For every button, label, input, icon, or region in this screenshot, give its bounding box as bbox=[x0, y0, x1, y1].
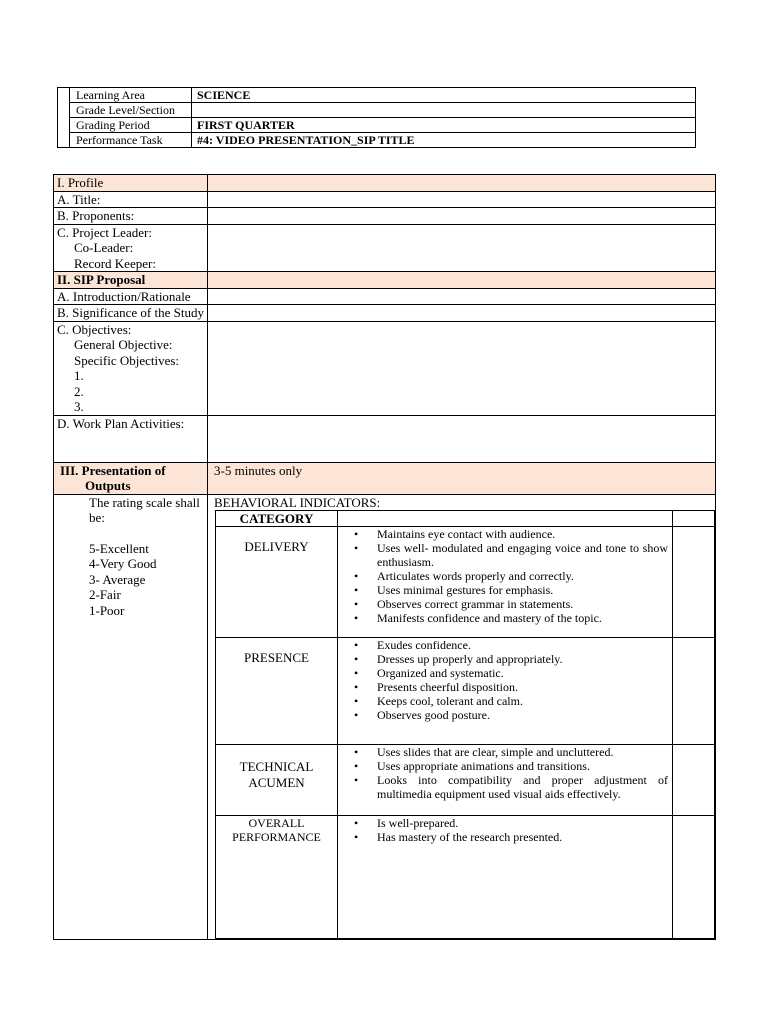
indicator-item: • Uses appropriate animations and transitions. bbox=[377, 759, 668, 773]
behavioral-indicators-label: BEHAVIORAL INDICATORS: bbox=[214, 494, 381, 510]
category-name: OVERALL PERFORMANCE bbox=[216, 816, 338, 939]
co-leader-label: Co-Leader: bbox=[74, 240, 134, 255]
objectives-labels bbox=[54, 321, 208, 415]
indicators-header bbox=[338, 511, 673, 527]
rubric-row-overall-performance bbox=[216, 816, 715, 939]
proponents-field[interactable] bbox=[208, 208, 716, 225]
rubric-table bbox=[215, 510, 715, 939]
profile-heading-row bbox=[54, 175, 716, 192]
indicator-item: • Presents cheerful disposition. bbox=[377, 680, 668, 694]
indicator-item: • Observes correct grammar in statements. bbox=[377, 597, 668, 611]
rubric-header-row bbox=[216, 511, 715, 527]
indicator-item: • Maintains eye contact with audience. bbox=[377, 527, 668, 541]
indicator-item: • Dresses up properly and appropriately. bbox=[377, 652, 668, 666]
category-header: CATEGORY bbox=[216, 511, 338, 527]
score-field[interactable] bbox=[673, 745, 715, 816]
workplan-field[interactable] bbox=[208, 415, 716, 462]
info-row-performance-task bbox=[58, 133, 696, 148]
info-value: SCIENCE bbox=[192, 88, 696, 103]
rating-scale-cell bbox=[54, 494, 208, 940]
proponents-row bbox=[54, 208, 716, 225]
sip-heading-fill bbox=[208, 272, 716, 289]
sip-heading: II. SIP Proposal bbox=[54, 272, 208, 289]
title-label: A. Title: bbox=[54, 191, 208, 208]
intro-row bbox=[54, 288, 716, 305]
intro-label: A. Introduction/Rationale bbox=[54, 288, 208, 305]
objectives-label: C. Objectives: bbox=[57, 321, 132, 337]
leaders-field[interactable] bbox=[208, 224, 716, 272]
info-label: Grading Period bbox=[70, 118, 192, 133]
indicator-list bbox=[342, 638, 668, 722]
significance-label: B. Significance of the Study bbox=[54, 305, 208, 322]
objectives-row bbox=[54, 321, 716, 415]
indicator-list bbox=[342, 745, 668, 801]
info-value bbox=[192, 103, 696, 118]
rating-item: 2-Fair bbox=[89, 587, 121, 602]
indicator-item: • Exudes confidence. bbox=[377, 638, 668, 652]
significance-row bbox=[54, 305, 716, 322]
rubric-row-delivery bbox=[216, 527, 715, 638]
rubric-row-technical-acumen bbox=[216, 745, 715, 816]
info-label: Performance Task bbox=[70, 133, 192, 148]
category-name: PRESENCE bbox=[216, 638, 338, 745]
rating-scale-intro: The rating scale shall be: bbox=[89, 494, 200, 525]
indicator-item: • Looks into compatibility and proper adjustment of multimedia equipment used visual aids effectively. bbox=[377, 773, 668, 801]
info-blank-column bbox=[58, 88, 70, 148]
workplan-row bbox=[54, 415, 716, 462]
info-value: FIRST QUARTER bbox=[192, 118, 696, 133]
score-field[interactable] bbox=[673, 816, 715, 939]
objective-number: 3. bbox=[74, 399, 84, 414]
leaders-labels bbox=[54, 224, 208, 272]
profile-heading: I. Profile bbox=[54, 175, 208, 192]
profile-heading-fill bbox=[208, 175, 716, 192]
indicator-item: • Organized and systematic. bbox=[377, 666, 668, 680]
rubric-row-presence bbox=[216, 638, 715, 745]
rating-item: 3- Average bbox=[89, 571, 146, 587]
indicator-item: • Uses slides that are clear, simple and uncluttered. bbox=[377, 745, 668, 759]
category-indicators bbox=[338, 745, 673, 816]
intro-field[interactable] bbox=[208, 288, 716, 305]
indicator-item: • Articulates words properly and correctly. bbox=[377, 569, 668, 583]
objectives-field[interactable] bbox=[208, 321, 716, 415]
info-label: Grade Level/Section bbox=[70, 103, 192, 118]
indicator-item: • Keeps cool, tolerant and calm. bbox=[377, 694, 668, 708]
specific-objectives-label: Specific Objectives: bbox=[74, 352, 180, 368]
info-row-grade-level bbox=[58, 103, 696, 118]
rubric-row bbox=[54, 494, 716, 940]
category-indicators bbox=[338, 527, 673, 638]
general-objective-label: General Objective: bbox=[74, 337, 173, 352]
objective-number: 2. bbox=[74, 383, 84, 399]
leaders-row bbox=[54, 224, 716, 272]
rating-item: 1-Poor bbox=[89, 602, 125, 618]
title-row bbox=[54, 191, 716, 208]
rating-item: 5-Excellent bbox=[89, 540, 149, 556]
category-name: DELIVERY bbox=[216, 527, 338, 638]
sip-heading-row bbox=[54, 272, 716, 289]
rating-spacer bbox=[57, 526, 204, 541]
category-name: TECHNICAL ACUMEN bbox=[216, 745, 338, 816]
info-row-learning-area bbox=[58, 88, 696, 103]
indicator-item: • Uses well- modulated and engaging voice and tone to show enthusiasm. bbox=[377, 541, 668, 569]
title-field[interactable] bbox=[208, 191, 716, 208]
objective-number: 1. bbox=[74, 368, 84, 383]
presentation-heading: III. Presentation of Outputs bbox=[54, 462, 208, 494]
rating-item: 4-Very Good bbox=[89, 556, 157, 571]
indicator-item: • Is well-prepared. bbox=[377, 816, 668, 830]
presentation-duration: 3-5 minutes only bbox=[208, 462, 716, 494]
indicator-list bbox=[342, 527, 668, 625]
significance-field[interactable] bbox=[208, 305, 716, 322]
indicator-item: • Uses minimal gestures for emphasis. bbox=[377, 583, 668, 597]
info-label: Learning Area bbox=[70, 88, 192, 103]
indicator-item: • Observes good posture. bbox=[377, 708, 668, 722]
main-form-table bbox=[53, 174, 716, 940]
category-indicators bbox=[338, 638, 673, 745]
info-table bbox=[57, 87, 696, 148]
indicator-item: • Has mastery of the research presented. bbox=[377, 830, 668, 844]
score-field[interactable] bbox=[673, 527, 715, 638]
rubric-cell bbox=[208, 494, 716, 940]
info-value: #4: VIDEO PRESENTATION_SIP TITLE bbox=[192, 133, 696, 148]
proponents-label: B. Proponents: bbox=[54, 208, 208, 225]
indicator-item: • Manifests confidence and mastery of the topic. bbox=[377, 611, 668, 625]
score-header bbox=[673, 511, 715, 527]
indicator-list bbox=[342, 816, 668, 844]
record-keeper-label: Record Keeper: bbox=[74, 255, 156, 271]
category-indicators bbox=[338, 816, 673, 939]
score-field[interactable] bbox=[673, 638, 715, 745]
project-leader-label: C. Project Leader: bbox=[57, 224, 152, 240]
info-row-grading-period bbox=[58, 118, 696, 133]
workplan-label: D. Work Plan Activities: bbox=[54, 415, 208, 462]
presentation-heading-row bbox=[54, 462, 716, 494]
